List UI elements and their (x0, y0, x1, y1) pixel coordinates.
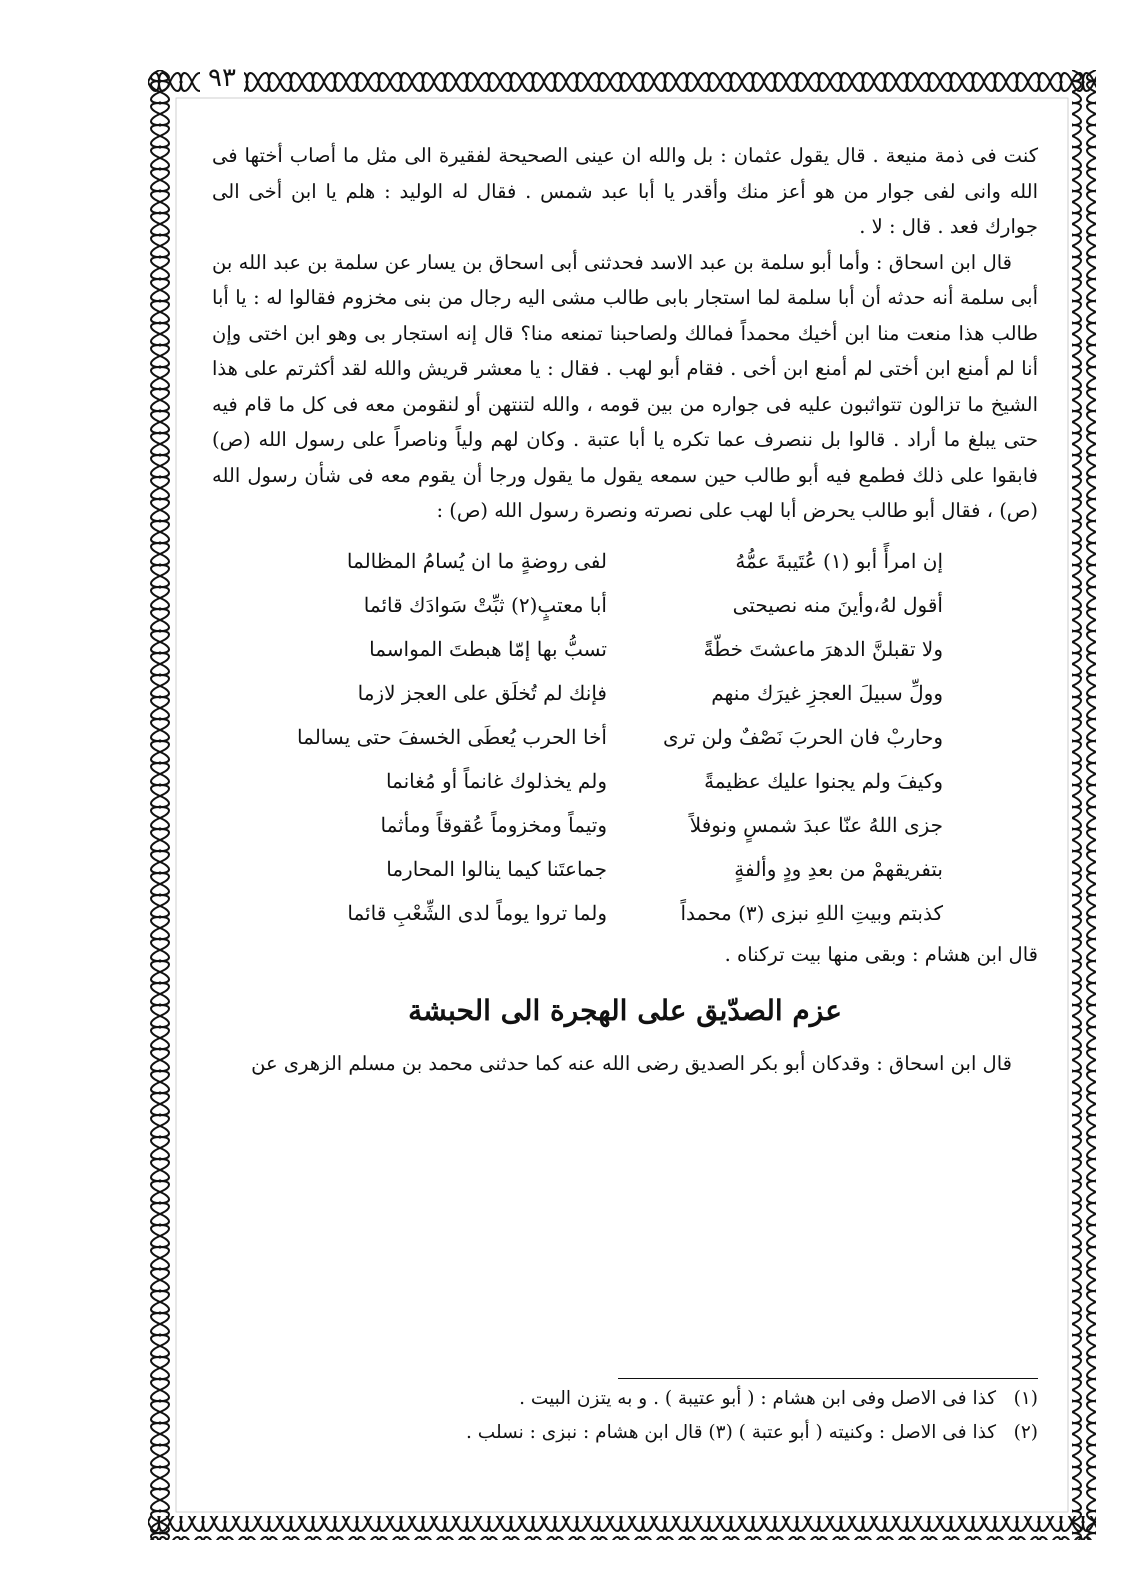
paragraph-1: كنت فى ذمة منيعة . قال يقول عثمان : بل والله ان عينى الصحيحة لفقيرة الى مثل ما أصاب أختها فى الله وانى لفى جوار من هو أعز منك وأقدر يا أبا عبد شمس . فقال له الوليد : هلم يا ابن أخى الى جوارك فعد . قال : لا . (212, 144, 1038, 238)
poem-hemistich: ولا تقبلنَّ الدهرَ ماعشتَ خطّةً (703, 636, 943, 661)
poem-hemistich: جماعتَنا كيما ينالوا المحارما (386, 856, 607, 881)
page-number: ٩٣ (200, 63, 244, 93)
footnote (212, 1416, 1038, 1450)
poem-hemistich: وحاربْ فان الحربَ نَصْفٌ ولن ترى (663, 724, 943, 749)
footnote (212, 1382, 1038, 1416)
poem-hemistich: أبا معتبٍ(٢) ثبِّتْ سَوادَك قائما (363, 592, 607, 617)
after-poem-note: قال ابن هشام : وبقى منها بيت تركناه . (724, 942, 1038, 966)
page-body (212, 138, 1038, 1082)
poem-hemistich: ولما تروا يوماً لدى الشِّعْبِ قائما (347, 900, 607, 925)
poem-hemistich: أقول لهُ،وأينَ منه نصيحتى (732, 592, 943, 617)
footnote-number: (١) (1013, 1388, 1038, 1409)
section-heading: عزم الصدّيق على الهجرة الى الحبشة (408, 994, 842, 1027)
poem-hemistich: ولم يخذلوك غانماً أو مُغانما (385, 768, 607, 793)
paragraph-2: قال ابن اسحاق : وأما أبو سلمة بن عبد الاسد فحدثنى أبى اسحاق بن يسار عن سلمة بن عبد الله بن أبى سلمة أنه حدثه أن أبا سلمة لما استجار بابى طالب مشى اليه رجال من بنى مخزوم فقالوا له : يا أبا طالب هذا منعت منا ابن أخيك محمداً فمالك ولصاحبنا تمنعه منا؟ قال إنه استجار بى وهو ابن اختى وإن أنا لم أمنع ابن أختى لم أمنع ابن أخى . فقام أبو لهب . فقال : يا معشر قريش والله لقد أكثرتم على هذا الشيخ ما تزالون تتواثبون عليه فى جواره من بين قومه ، والله لتنتهن أو لنقومن معه فى كل ما قام فيه حتى يبلغ ما أراد . قالوا بل ننصرف عما تكره يا أبا عتبة . وكان لهم ولياً وناصراً على رسول الله (ص) فابقوا على ذلك فطمع فيه أبو طالب حين سمعه يقول ما يقول ورجا أن يقوم معه فى شأن رسول الله (ص) ، فقال أبو طالب يحرض أبا لهب على نصرته ونصرة رسول الله (ص) : (212, 250, 1038, 522)
poem-hemistich: وتيماً ومخزوماً عُقوقاً ومأثما (380, 812, 607, 837)
footnotes (212, 1382, 1038, 1450)
poem-hemistich: تسبُّ بها إمّا هبطتَ المواسما (369, 636, 607, 661)
poem-hemistich: كذبتم وبيتِ اللهِ نبزى (٣) محمداً (680, 900, 943, 925)
last-paragraph: قال ابن اسحاق : وقدكان أبو بكر الصديق رضى الله عنه كما حدثنى محمد بن مسلم الزهرى عن (251, 1052, 1012, 1075)
poem-hemistich: وولِّ سبيلَ العجزِ غيرَك منهم (711, 680, 943, 705)
poem-hemistich: جزى اللهُ عنّا عبدَ شمسٍ ونوفلاً (689, 812, 943, 837)
poem-hemistich: وكيفَ ولم يجنوا عليك عظيمةً (704, 768, 943, 793)
poem-hemistich: فإنك لم تُخلَق على العجز لازما (357, 680, 607, 705)
poem-hemistich: بتفريقهمْ من بعدِ ودٍ وألفةٍ (734, 856, 943, 881)
poem (212, 539, 1038, 935)
poem-hemistich: إن امرأً أبو (١) عُتَيبةَ عمُّهُ (735, 548, 943, 573)
footnote-text: كذا فى الاصل : وكنيته ( أبو عتبة ) (٣) قال ابن هشام : نبزى : نسلب . (466, 1422, 997, 1443)
poem-hemistich: أخا الحرب يُعطَى الخسفَ حتى يسالما (297, 724, 607, 749)
footnote-number: (٢) (1013, 1422, 1038, 1443)
footnote-text: كذا فى الاصل وفى ابن هشام : ( أبو عتيبة ) . و به يتزن البيت . (519, 1388, 997, 1409)
poem-hemistich: لفى روضةٍ ما ان يُسامُ المظالما (346, 548, 607, 573)
